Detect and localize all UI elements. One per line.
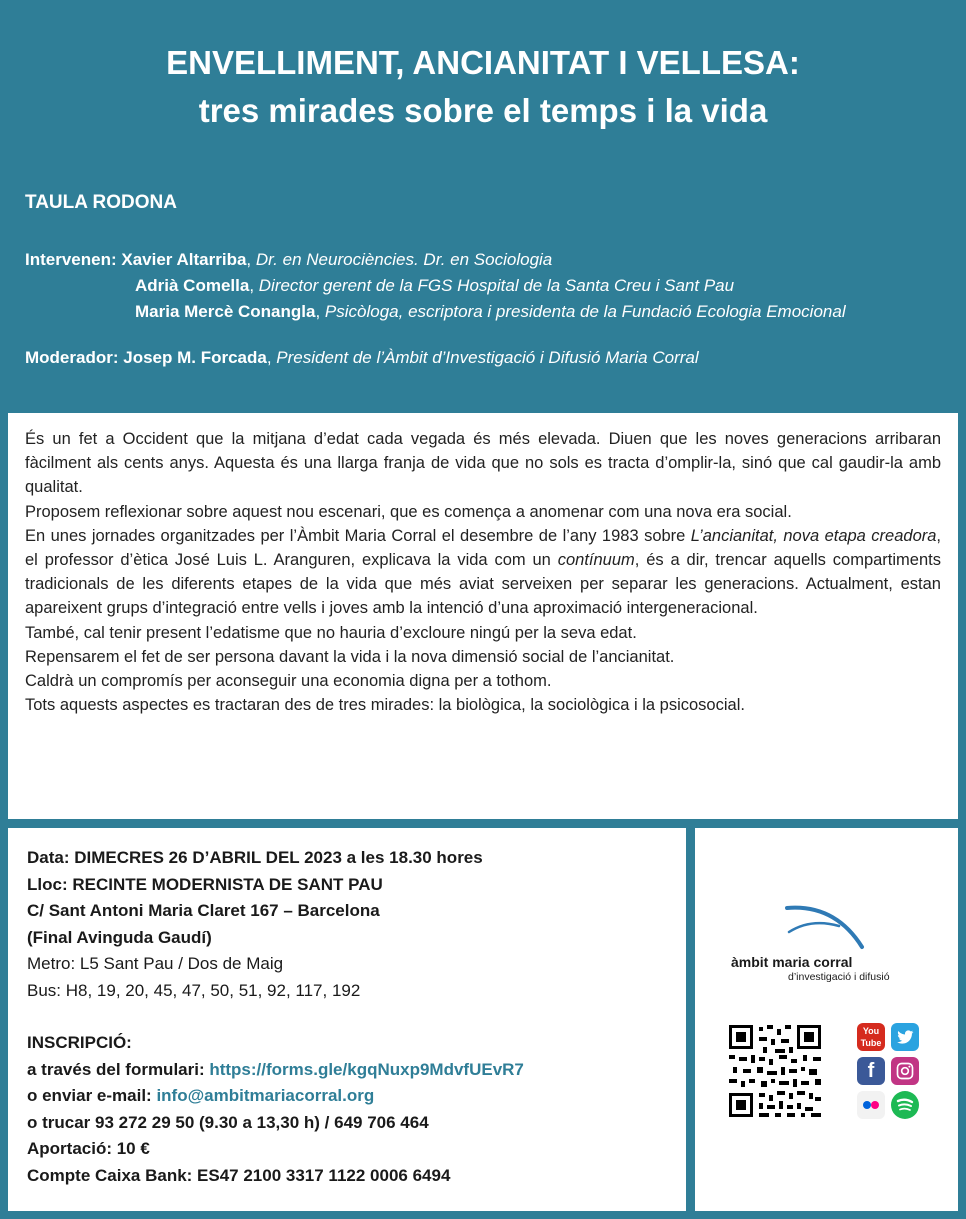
paragraph: Caldrà un compromís per aconseguir una economia digna per a tothom. xyxy=(25,672,552,691)
flickr-icon[interactable] xyxy=(857,1091,885,1119)
youtube-icon[interactable] xyxy=(857,1023,885,1051)
event-date: Data: DIMECRES 26 D’ABRIL DEL 2023 a les 18.30 hores xyxy=(27,848,483,867)
description-box xyxy=(8,413,958,819)
registration-heading: INSCRIPCIÓ: xyxy=(27,1033,132,1052)
fee-info: Aportació: 10 € xyxy=(27,1139,150,1158)
page-subtitle: tres mirades sobre el temps i la vida xyxy=(198,92,768,129)
intervenen-label: Intervenen: xyxy=(25,250,117,269)
paragraph: Proposem reflexionar sobre aquest nou escenari, que es comença a anomenar com una nova era social. xyxy=(25,502,792,521)
email-link[interactable]: info@ambitmariacorral.org xyxy=(156,1086,375,1105)
metro-info: Metro: L5 Sant Pau / Dos de Maig xyxy=(27,954,284,973)
moderator-role: President de l’Àmbit d’Investigació i Difusió Maria Corral xyxy=(276,348,699,367)
speaker-role: Director gerent de la FGS Hospital de la Santa Creu i Sant Pau xyxy=(258,276,735,295)
event-place: Lloc: RECINTE MODERNISTA DE SANT PAU xyxy=(27,874,383,894)
paragraph xyxy=(8,524,958,621)
phone-info: o trucar 93 272 29 50 (9.30 a 13,30 h) / 649 706 464 xyxy=(27,1112,429,1132)
qr-code[interactable] xyxy=(729,1025,821,1117)
italic-term: contínuum xyxy=(557,551,635,570)
speakers-list xyxy=(25,247,846,325)
organizer-box xyxy=(695,828,958,1211)
bus-info: Bus: H8, 19, 20, 45, 47, 50, 51, 92, 117, 192 xyxy=(27,980,361,1000)
moderator-row: Moderador: Josep M. Forcada, President de l’Àmbit d’Investigació i Difusió Maria Corral xyxy=(25,348,699,367)
paragraph: Tots aquests aspectes es tractaran des de tres mirades: la biològica, la sociològica i la psicosocial. xyxy=(25,696,745,715)
paragraph: Repensarem el fet de ser persona davant la vida i la nova dimensió social de l’ancianitat. xyxy=(25,647,675,666)
event-type: TAULA RODONA xyxy=(25,192,177,213)
moderador-label: Moderador: xyxy=(25,348,119,367)
speaker-row: Intervenen: Xavier Altarriba, Dr. en Neurociències. Dr. en Sociologia xyxy=(25,250,553,269)
paragraph: També, cal tenir present l’edatisme que no hauria d’excloure ningú per la seva edat. xyxy=(25,623,637,642)
paragraph: És un fet a Occident que la mitjana d’edat cada vegada és més elevada. Diuen que les noves generacions arribaran fàcilment als cents anys. Aquesta és una llarga franja de vida que no sols es tracta d’omplir-la, sinó que cal gaudir-la amb qualitat. xyxy=(25,430,941,497)
logo-arc-small xyxy=(789,923,839,932)
header-banner xyxy=(0,0,966,412)
speaker-name: Xavier Altarriba xyxy=(121,250,247,269)
paragraph-text: , és a dir, trencar aquells compartiments tradicionals de les diferents etapes de la vida que més aviat serveixen per separar les generacions. Actualment, estan apareixent grups d’integració entre vells i joves amb la intenció d’una aproximació intergeneracional. xyxy=(25,551,941,618)
speaker-row: Maria Mercè Conangla, Psicòloga, escriptora i presidenta de la Fundació Ecologia Emocional xyxy=(135,302,846,321)
speaker-role: Psicòloga, escriptora i presidenta de la Fundació Ecologia Emocional xyxy=(324,302,846,321)
event-address: C/ Sant Antoni Maria Claret 167 – Barcelona xyxy=(27,901,380,920)
logo-tagline: d’investigació i difusió xyxy=(788,971,890,983)
youtube-label: You Tube xyxy=(860,1026,882,1048)
speaker-name: Maria Mercè Conangla xyxy=(135,302,316,321)
spotify-icon[interactable] xyxy=(891,1091,919,1119)
form-row xyxy=(27,1057,524,1084)
form-link[interactable]: https://forms.gle/kgqNuxp9MdvfUEvR7 xyxy=(209,1059,524,1079)
email-label: o enviar e-mail: xyxy=(27,1086,157,1105)
logo-name: àmbit maria corral xyxy=(731,954,853,970)
page-title: ENVELLIMENT, ANCIANITAT I VELLESA: xyxy=(166,44,800,81)
instagram-icon[interactable] xyxy=(891,1057,919,1085)
twitter-icon[interactable] xyxy=(891,1023,919,1051)
ambit-maria-corral-logo xyxy=(725,900,925,990)
book-title: L’ancianitat, nova etapa creadora xyxy=(690,526,937,545)
moderator-name: Josep M. Forcada xyxy=(123,348,267,367)
paragraph-text: En unes jornades organitzades per l’Àmbit Maria Corral el desembre de l’any 1983 sobre xyxy=(25,526,691,545)
speaker-role: Dr. en Neurociències. Dr. en Sociologia xyxy=(255,250,553,269)
form-label: a través del formulari: xyxy=(27,1059,210,1079)
event-info-box xyxy=(8,828,686,1211)
email-row xyxy=(27,1083,524,1110)
bank-account: Compte Caixa Bank: ES47 2100 3317 1122 0006 6494 xyxy=(27,1165,451,1185)
paragraph-text: , el professor d’ètica José Luis L. Aranguren, explicava la vida com un xyxy=(25,526,942,570)
speaker-name: Adrià Comella xyxy=(135,276,250,295)
facebook-icon[interactable]: f xyxy=(857,1057,885,1085)
event-address-note: (Final Avinguda Gaudí) xyxy=(27,927,212,947)
speaker-row: Adrià Comella, Director gerent de la FGS Hospital de la Santa Creu i Sant Pau xyxy=(135,276,735,295)
